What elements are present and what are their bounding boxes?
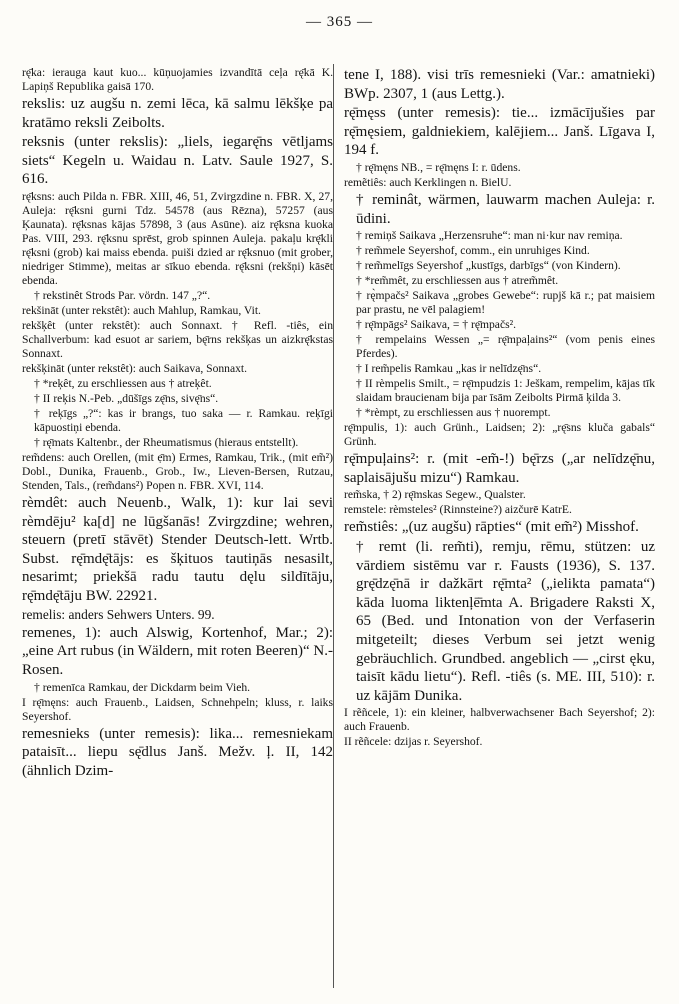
dictionary-entry: † remenīca Ramkau, der Dickdarm beim Vieh. [34,680,251,694]
dictionary-entry: † rę̄mats Kaltenbr., der Rheumatismus (hieraus entstellt). [34,435,299,449]
dictionary-entry: † rem̃melīgs Seyershof „kustīgs, darbīgs“ (von Kindern). [356,259,621,273]
dictionary-entry: remẽtiês: auch Kerklingen n. BielU. [344,175,512,189]
right-column [344,66,655,991]
dictionary-entry: reksnis (unter rekslis): „liels, iegarę̄ns vētljams siets“ Kegeln u. Waidau n. Latv. Saule 1927, S. 616. [22,134,333,188]
dictionary-entry: † reķīgs „?“: kas ir brangs, tuo saka — r. Ramkau. reķīgi kāpuostiņi ebenda. [34,406,333,434]
dictionary-entry: † rę̀mpačs² Saikava „grobes Gewebe“: rupjš kā r.; pat maisiem par prastu, ne vēl palagiem! [356,289,655,317]
dictionary-entry: rę̄męss (unter remesis): tie... izmācījušies par rę̄męsiem, galdniekiem, kalējiem... Janš. Līgava I, 194 f. [344,105,655,159]
dictionary-entry: rę̄ka: ierauga kaut kuo... kūņuojamies izvandītā ceļa rę̄kā K. Lapiņš Republika gaisā 170. [22,66,333,93]
dictionary-entry: † *reķêt, zu erschliessen aus † atreķêt. [34,376,212,390]
dictionary-entry: † *rèmpt, zu erschliessen aus † nuorempt. [356,406,551,420]
dictionary-entry: I rẽñcele, 1): ein kleiner, halbverwachsener Bach Seyershof; 2): auch Frauenb. [344,706,655,734]
column-divider [333,64,334,988]
dictionary-entry: † rę̄mpāgs² Saikava, = † rę̄mpačs². [356,318,516,332]
dictionary-entry: † remiņš Saikava „Herzensruhe“: man ni·kur nav remiņa. [356,229,623,243]
left-column [22,66,333,991]
dictionary-entry: remesnieks (unter remesis): lika... remesniekam pataisīt... liepu sę̄dlus Janš. Mežv. ļ. II, 142 (ähnlich Dzim- [22,725,333,779]
page-number: — 365 — [306,14,373,30]
dictionary-entry: I rę̄męns: auch Frauenb., Laidsen, Schnehpeln; kluss, r. laiks Seyershof. [22,695,333,723]
dictionary-entry: rekšināt (unter rekstêt): auch Mahlup, Ramkau, Vit. [22,303,261,317]
dictionary-entry: † *rem̃mêt, zu erschliessen aus † atrem̃mêt. [356,274,559,288]
dictionary-entry: † I rem̃pelis Ramkau „kas ir nelīdzę̄ns“. [356,362,542,376]
dictionary-entry: † rekstinêt Strods Par. vördn. 147 „?“. [34,288,211,302]
dictionary-entry: † II rèmpelis Smilt., = rę̄mpudzis 1: Ješkam, rempelim, kājas tīk slaidam braucienam bija par īsām Zeibolts Pirmā ķilda 3. [356,377,655,405]
dictionary-entry: rem̃ska, † 2) rę̄mskas Segew., Qualster. [344,488,526,502]
dictionary-entry: remenes, 1): auch Alswig, Kortenhof, Mar.; 2): „eine Art rubus (in Wäldern, mit roten Beeren)“ N.-Rosen. [22,624,333,678]
dictionary-entry: rekšķêt (unter rekstêt): auch Sonnaxt. † Refl. -tiês, ein Schallverbum: kad esuot ar sariem, bę̄rns rekšķas un aizkrę̄kstas Sonnaxt. [22,318,333,360]
dictionary-entry: rę̄mpulis, 1): auch Grünh., Laidsen; 2): „rę̄sns kluča gabals“ Grünh. [344,421,655,449]
dictionary-entry: † remt (li. rem̃ti), remju, rēmu, stützen: uz vārdiem sistēmu var r. Fausts (1936), S. 137. grę̄dzę̄nā ir dažkārt rę̄mta² („ielikta pamata“) kāda luoma liktenļē̄mta A. Brigadere Raksti X, 65 (Bed. und Intonation von der Verfaserin mitgeteilt; dieses Verbum sei jetzt wenig gebräuchlich. Grundbed. angeblich — „cirst ęku, taisīt kādu lietu“). Refl. -tiês (s. ME. III, 510): r. uz kājām Dunika. [356,538,655,704]
dictionary-entry: † II reķis N.-Peb. „dūšīgs zę̄ns, sivę̄ns“. [34,391,219,405]
dictionary-entry: tene I, 188). visi trīs remesnieki (Var.: amatnieki) BWp. 2307, 1 (aus Lettg.). [344,67,655,102]
dictionary-entry: II rẽñcele: dzijas r. Seyershof. [344,735,483,749]
dictionary-entry: † reminât, wärmen, lauwarm machen Auleja: r. ūdini. [356,191,655,227]
dictionary-entry: rekslis: uz augšu n. zemi lēca, kā salmu lēkšķe pa kratāmo reksli Zeibolts. [22,96,333,131]
dictionary-entry: † rempelains Wessen „= rę̄mpaļains²“ (vom penis eines Pferdes). [356,333,655,361]
dictionary-entry: rekšķināt (unter rekstêt): auch Saikava, Sonnaxt. [22,361,248,375]
dictionary-entry: rę̄mpuļains²: r. (mit -em̃-!) bę̄rzs („ar nelīdzę̄nu, saplaisājušu mizu“) Ramkau. [344,451,655,486]
dictionary-entry: rèmdêt: auch Neuenb., Walk, 1): kur lai sevi rèmdēju² ka[d] ne lūgšanās! Zvirgzdine; wehren, steuern (pretī stāvēt) Stender Deutsch-lett. Wrtb. Subst. rę̄mdę̄tājs: es šķituos tautiņās nesasilt, nesarimt; priekšā radu tautu dęlu sildītāju, rę̄mdę̄tāju BW. 22921. [22,494,333,604]
dictionary-entry: remelis: anders Sehwers Unters. 99. [22,606,215,622]
dictionary-entry: † rem̃mele Seyershof, comm., ein unruhiges Kind. [356,244,590,258]
dictionary-entry: rę̄ksns: auch Pilda n. FBR. XIII, 46, 51, Zvirgzdine n. FBR. X, 27, Auleja: rę̄ksni gurni Tdz. 54578 (aus Rēzna), 57257 (aus Ķaunata). rę̄ksnas kājas 57898, 3 (aus Asūne). aiz rę̄ksna kuoka Pas. VIII, 293. rę̄ksnu sprēst, grob spinnen Auleja. pakaļu krę̄kli rę̄ksni (grob) kai maiss ebenda. puiši dzied ar rę̄ksnuo (mit grober, niedriger Stimme), meitas ar sīkuo ebenda. rę̄ksni (rekšņi) kāsēt ebenda. [22,189,333,287]
dictionary-entry: rem̃stiês: „(uz augšu) rāpties“ (mit em̃²) Misshof. [344,519,639,536]
dictionary-entry: remstele: rèmsteles² (Rinnsteine?) aizčurē KatrE. [344,503,572,517]
dictionary-entry: † rę̄męns NB., = rę̄męns I: r. ūdens. [356,160,521,174]
dictionary-entry: rem̃dens: auch Orellen, (mit ẹ̄m) Ermes, Ramkau, Trik., (mit em̃²) Dobl., Dunika, Frauenb., Grob., Iw., Lieven-Bersen, Rutzau, Stenden, Tals., (rem̃dans²) Popen n. FBR. XVI, 114. [22,450,333,492]
